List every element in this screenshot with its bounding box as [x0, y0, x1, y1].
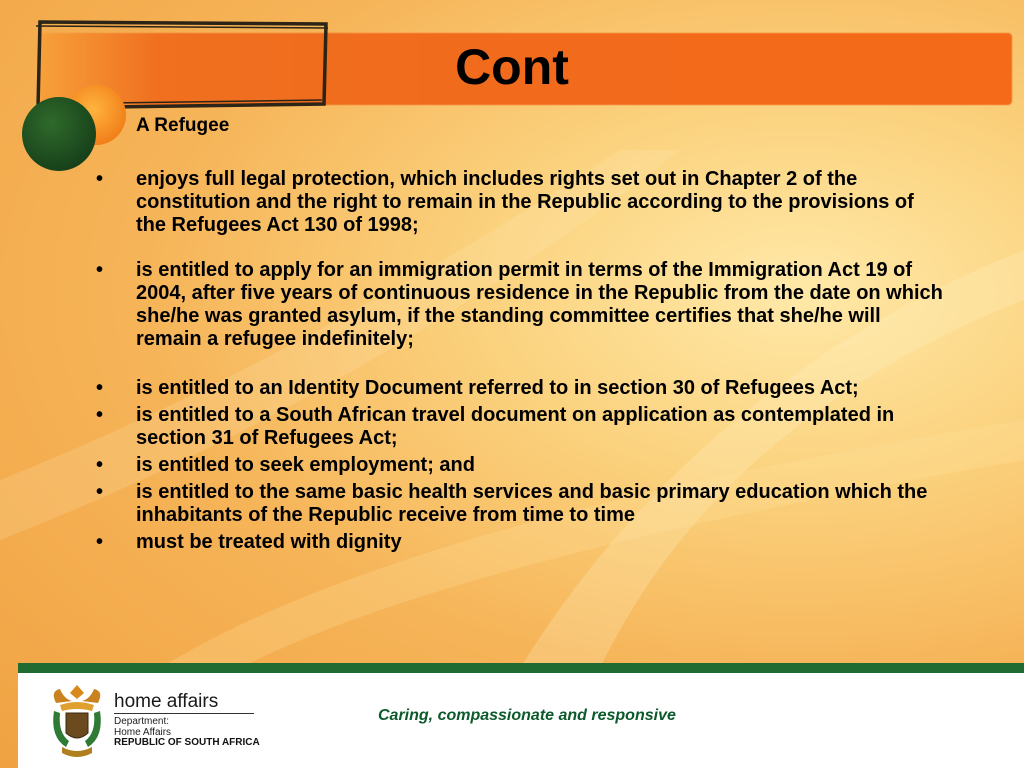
- brand-underline: [114, 713, 254, 714]
- coat-of-arms-icon: [46, 681, 108, 761]
- bullet-item: [96, 531, 946, 554]
- bullet-dot: •: [96, 454, 104, 476]
- bullet-item: [96, 481, 946, 527]
- bullet-text: is entitled to seek employment; and: [136, 454, 475, 476]
- bullet-dot: •: [96, 259, 104, 281]
- footer-divider: [18, 663, 1024, 673]
- footer-tagline: Caring, compassionate and responsive: [378, 707, 676, 724]
- bullet-text: enjoys full legal protection, which includes rights set out in Chapter 2 of the constitution and the right to remain in the Republic according to the provisions of the Refugees Act 130 of 1998;: [136, 168, 914, 236]
- bullet-item: [96, 168, 946, 237]
- bullet-dot: •: [96, 377, 104, 399]
- bullet-text: must be treated with dignity: [136, 531, 402, 553]
- slide-subtitle: A Refugee: [136, 115, 230, 136]
- department-name: Home Affairs: [114, 727, 172, 738]
- bullet-dot: •: [96, 531, 104, 553]
- bullet-text: is entitled to a South African travel document on application as contemplated in section 31 of Refugees Act;: [136, 404, 895, 449]
- bullet-text: is entitled to apply for an immigration permit in terms of the Immigration Act 19 of 2004, after five years of continuous residence in the Republic from the date on which she/he was granted asylum, if the standing committee certifies that she/he will remain a refugee indefinitely;: [136, 259, 943, 350]
- bullet-item: [96, 404, 946, 450]
- bullet-dot: •: [96, 404, 104, 426]
- brand-name: home affairs: [114, 691, 219, 712]
- bullet-text: is entitled to the same basic health services and basic primary education which the inhabitants of the Republic receive from time to time: [136, 481, 928, 526]
- green-circle-decoration: [22, 97, 96, 171]
- bullet-dot: •: [96, 481, 104, 503]
- department-label: Department:: [114, 716, 170, 727]
- bullet-item: [96, 377, 946, 400]
- bullet-list: [96, 168, 946, 554]
- bullet-item: [96, 259, 946, 351]
- bullet-item: [96, 454, 946, 477]
- bullet-text: is entitled to an Identity Document referred to in section 30 of Refugees Act;: [136, 377, 859, 399]
- slide-title: Cont: [455, 39, 569, 95]
- bullet-dot: •: [96, 168, 104, 190]
- country-name: REPUBLIC OF SOUTH AFRICA: [114, 737, 260, 748]
- footer: [18, 673, 1024, 768]
